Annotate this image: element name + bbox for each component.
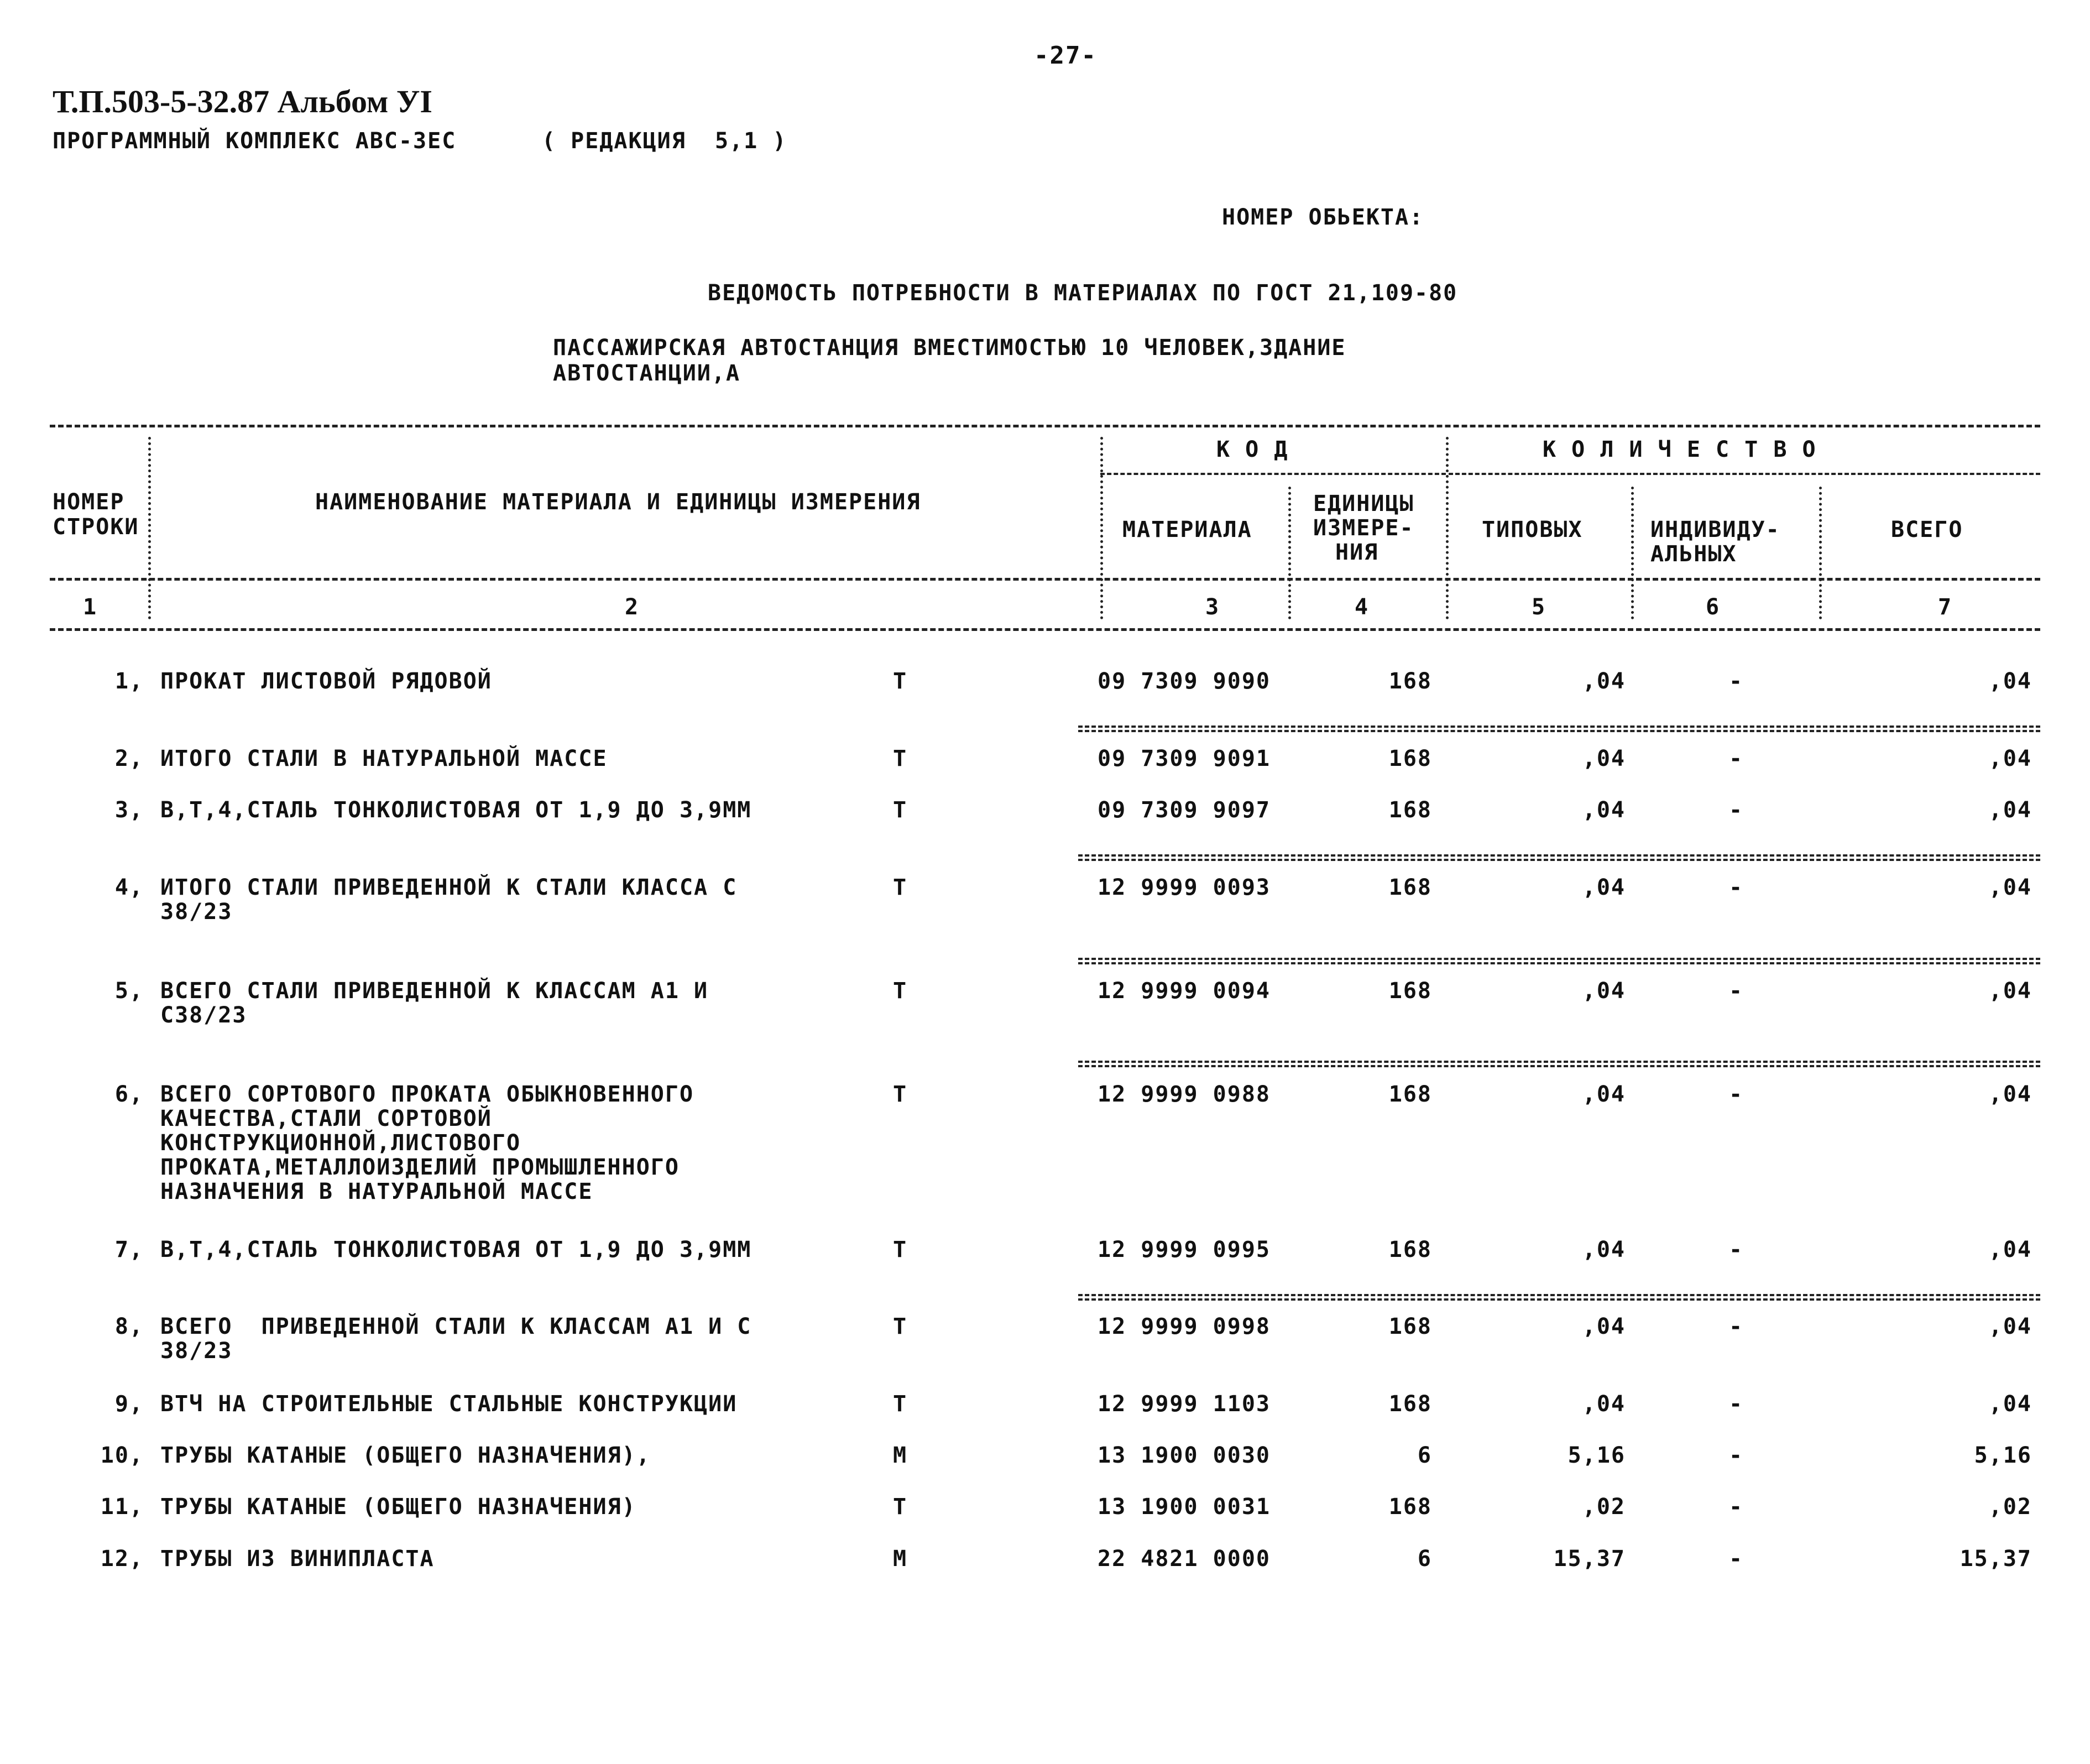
header-name: НАИМЕНОВАНИЕ МАТЕРИАЛА И ЕДИНИЦЫ ИЗМЕРЕНИЯ [315, 489, 921, 515]
row-unit: Т [893, 797, 908, 823]
row-total: ,04 [1988, 797, 2032, 823]
row-no: 3, [114, 797, 144, 823]
total-rule-2 [1078, 854, 2040, 861]
row-individual: - [1728, 797, 1744, 823]
row-name: ВСЕГО СТАЛИ ПРИВЕДЕННОЙ К КЛАССАМ А1 И С38/23 [160, 978, 709, 1028]
row-total: ,04 [1988, 1237, 2032, 1262]
row-unit-code: 168 [1388, 746, 1432, 771]
row-code: 09 7309 9091 [1098, 746, 1271, 771]
vsep-1 [148, 437, 151, 619]
row-unit-code: 168 [1388, 978, 1432, 1004]
total-rule-1 [1078, 726, 2040, 732]
row-unit: Т [893, 669, 908, 694]
vsep-3 [1288, 487, 1291, 619]
row-unit-code: 168 [1388, 797, 1432, 823]
row-unit: Т [893, 1082, 908, 1107]
row-total: ,04 [1988, 875, 2032, 900]
row-name: ТРУБЫ КАТАНЫЕ (ОБЩЕГО НАЗНАЧЕНИЯ), [160, 1443, 651, 1468]
row-typical: 15,37 [1553, 1546, 1626, 1572]
col-number-7: 7 [1938, 594, 1953, 620]
subtitle-line-1: ПАССАЖИРСКАЯ АВТОСТАНЦИЯ ВМЕСТИМОСТЬЮ 10 ЧЕЛОВЕК,ЗДАНИЕ [553, 335, 1346, 361]
row-no: 12, [100, 1546, 144, 1572]
row-typical: ,04 [1582, 746, 1626, 771]
header-quantity: К О Л И Ч Е С Т В О [1543, 437, 1817, 462]
header-row-no-1: НОМЕР [53, 489, 125, 515]
vsep-6 [1819, 487, 1822, 619]
row-code: 12 9999 0988 [1098, 1082, 1271, 1107]
row-total: ,04 [1988, 1314, 2032, 1339]
row-no: 6, [114, 1082, 144, 1107]
row-code: 12 9999 0995 [1098, 1237, 1271, 1262]
row-unit-code: 168 [1388, 669, 1432, 694]
row-no: 9, [114, 1391, 144, 1417]
row-unit: Т [893, 1391, 908, 1417]
row-typical: ,04 [1582, 1391, 1626, 1417]
row-unit: Т [893, 875, 908, 900]
row-no: 1, [114, 669, 144, 694]
row-unit-code: 6 [1417, 1546, 1432, 1572]
row-code: 13 1900 0030 [1098, 1443, 1271, 1468]
header-code-unit-1: ЕДИНИЦЫ [1313, 491, 1414, 516]
column-numbers-rule [50, 628, 2040, 631]
row-typical: ,04 [1582, 669, 1626, 694]
row-name: ИТОГО СТАЛИ ПРИВЕДЕННОЙ К СТАЛИ КЛАССА С 38/23 [160, 875, 738, 925]
row-unit-code: 168 [1388, 1391, 1432, 1417]
row-individual: - [1728, 1443, 1744, 1468]
row-total: ,04 [1988, 978, 2032, 1004]
row-total: ,02 [1988, 1494, 2032, 1520]
row-individual: - [1728, 1546, 1744, 1572]
row-name: ВСЕГО ПРИВЕДЕННОЙ СТАЛИ К КЛАССАМ А1 И С 38/23 [160, 1314, 752, 1364]
vsep-5 [1631, 487, 1634, 619]
row-name: ТРУБЫ КАТАНЫЕ (ОБЩЕГО НАЗНАЧЕНИЯ) [160, 1494, 636, 1520]
table-top-rule [50, 425, 2040, 427]
row-total: 5,16 [1974, 1443, 2032, 1468]
program-name: ПРОГРАММНЫЙ КОМПЛЕКС АВС-3ЕС [53, 128, 457, 154]
row-unit-code: 168 [1388, 1494, 1432, 1520]
row-unit-code: 6 [1417, 1443, 1432, 1468]
row-name: ИТОГО СТАЛИ В НАТУРАЛЬНОЙ МАССЕ [160, 746, 608, 771]
row-code: 12 9999 0093 [1098, 875, 1271, 900]
header-q-total: ВСЕГО [1891, 517, 1963, 542]
row-individual: - [1728, 1082, 1744, 1107]
row-individual: - [1728, 1237, 1744, 1262]
row-no: 10, [100, 1443, 144, 1468]
album-code: Т.П.503-5-32.87 Альбом УI [53, 83, 432, 119]
quantity-subrule [1449, 473, 2040, 475]
row-name: ВТЧ НА СТРОИТЕЛЬНЫЕ СТАЛЬНЫЕ КОНСТРУКЦИИ [160, 1391, 738, 1417]
row-typical: ,04 [1582, 875, 1626, 900]
code-subrule [1100, 473, 1446, 475]
row-typical: ,04 [1582, 1314, 1626, 1339]
object-number-label: НОМЕР ОБЬЕКТА: [1222, 205, 1424, 230]
subtitle-line-2: АВТОСТАНЦИИ,А [553, 361, 741, 386]
row-typical: 5,16 [1568, 1443, 1626, 1468]
row-code: 09 7309 9090 [1098, 669, 1271, 694]
header-code-material: МАТЕРИАЛА [1122, 517, 1252, 542]
row-no: 5, [114, 978, 144, 1004]
header-q-individual-2: АЛЬНЫХ [1650, 541, 1737, 567]
row-typical: ,04 [1582, 1082, 1626, 1107]
row-typical: ,04 [1582, 797, 1626, 823]
header-code-unit-2: ИЗМЕРЕ- [1313, 515, 1414, 541]
row-unit-code: 168 [1388, 1082, 1432, 1107]
row-typical: ,02 [1582, 1494, 1626, 1520]
document-title: ВЕДОМОСТЬ ПОТРЕБНОСТИ В МАТЕРИАЛАХ ПО ГОСТ 21,109-80 [708, 280, 1458, 306]
row-total: ,04 [1988, 669, 2032, 694]
row-code: 12 9999 1103 [1098, 1391, 1271, 1417]
row-unit-code: 168 [1388, 1237, 1432, 1262]
row-typical: ,04 [1582, 978, 1626, 1004]
row-name: В,Т,4,СТАЛЬ ТОНКОЛИСТОВАЯ ОТ 1,9 ДО 3,9ММ [160, 797, 752, 823]
row-unit: М [893, 1443, 908, 1468]
row-no: 8, [114, 1314, 144, 1339]
page-number: -27- [1034, 41, 1097, 70]
col-number-1: 1 [83, 594, 98, 620]
row-unit-code: 168 [1388, 1314, 1432, 1339]
col-number-2: 2 [625, 594, 640, 620]
row-code: 12 9999 0998 [1098, 1314, 1271, 1339]
col-number-4: 4 [1355, 594, 1370, 620]
total-rule-4 [1078, 1061, 2040, 1067]
col-number-5: 5 [1532, 594, 1546, 620]
row-individual: - [1728, 1494, 1744, 1520]
row-individual: - [1728, 978, 1744, 1004]
vsep-4 [1446, 437, 1449, 619]
row-individual: - [1728, 669, 1744, 694]
row-unit: М [893, 1546, 908, 1572]
row-total: ,04 [1988, 1391, 2032, 1417]
total-rule-3 [1078, 958, 2040, 964]
row-name: ПРОКАТ ЛИСТОВОЙ РЯДОВОЙ [160, 669, 492, 694]
vsep-2 [1100, 437, 1103, 619]
header-code-unit-3: НИЯ [1335, 540, 1379, 565]
row-total: 15,37 [1960, 1546, 2032, 1572]
row-individual: - [1728, 1314, 1744, 1339]
header-rule [50, 578, 2040, 581]
col-number-3: 3 [1205, 594, 1220, 620]
row-unit: Т [893, 746, 908, 771]
row-unit: Т [893, 1237, 908, 1262]
row-code: 13 1900 0031 [1098, 1494, 1271, 1520]
row-code: 12 9999 0094 [1098, 978, 1271, 1004]
row-no: 11, [100, 1494, 144, 1520]
row-code: 22 4821 0000 [1098, 1546, 1271, 1572]
header-q-individual-1: ИНДИВИДУ- [1650, 517, 1780, 542]
row-no: 4, [114, 875, 144, 900]
row-no: 7, [114, 1237, 144, 1262]
row-unit: Т [893, 1314, 908, 1339]
row-name: В,Т,4,СТАЛЬ ТОНКОЛИСТОВАЯ ОТ 1,9 ДО 3,9ММ [160, 1237, 752, 1262]
col-number-6: 6 [1706, 594, 1721, 620]
row-total: ,04 [1988, 746, 2032, 771]
row-code: 09 7309 9097 [1098, 797, 1271, 823]
row-individual: - [1728, 746, 1744, 771]
header-row-no-2: СТРОКИ [53, 514, 139, 540]
row-total: ,04 [1988, 1082, 2032, 1107]
total-rule-5 [1078, 1294, 2040, 1301]
row-individual: - [1728, 1391, 1744, 1417]
row-name: ВСЕГО СОРТОВОГО ПРОКАТА ОБЫКНОВЕННОГО КАЧЕСТВА,СТАЛИ СОРТОВОЙ КОНСТРУКЦИОННОЙ,ЛИСТОВОГО ПРОКАТА,МЕТАЛЛОИЗДЕЛИЙ ПРОМЫШЛЕННОГО НАЗНАЧЕНИЯ В НАТУРАЛЬНОЙ МАССЕ [160, 1082, 694, 1204]
row-typical: ,04 [1582, 1237, 1626, 1262]
header-code: К О Д [1216, 437, 1289, 462]
row-individual: - [1728, 875, 1744, 900]
row-name: ТРУБЫ ИЗ ВИНИПЛАСТА [160, 1546, 435, 1572]
edition: ( РЕДАКЦИЯ 5,1 ) [542, 128, 787, 154]
row-no: 2, [114, 746, 144, 771]
row-unit: Т [893, 978, 908, 1004]
header-q-typical: ТИПОВЫХ [1482, 517, 1583, 542]
row-unit-code: 168 [1388, 875, 1432, 900]
row-unit: Т [893, 1494, 908, 1520]
